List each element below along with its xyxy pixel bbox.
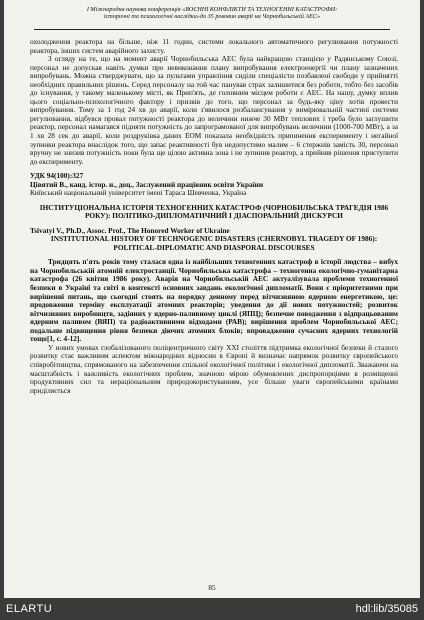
header-line-1: І Міжнародна наукова конференція «ВОЄННІ КОНФЛІКТИ ТА ТЕХНОГЕННІ КАТАСТРОФИ: <box>86 6 338 13</box>
affiliation: Київський національний університет імені Тараса Шевченка, Україна <box>30 188 247 198</box>
conference-header <box>4 6 420 21</box>
body-paragraph: У нових умовах глобалізованого поліцентричного світу ХХІ століття підтримка екологічної безпеки й сталого розвитку стає важливим аспектом міжнародних відносин в Європі й визначає напрямок розвитку європейського співробітництва, спрямованого на забезпечення спільної екологічної політики і екологічної дипломатії. Зважаючи на масштабність і важливість екологічних проблем, значною мірою обумовлених диспропорціями в розміщенні продуктивних сил та нераціональним природокористуванням, усе більше уваги європейськими країнами приділяється <box>30 342 398 395</box>
document-page <box>4 0 420 598</box>
page-content <box>30 38 398 395</box>
udc-code: УДК 94(100):327 <box>30 171 84 181</box>
author-en: Tsivatyi V., Ph.D., Assoc. Prof., The Honored Worker of Ukraine <box>30 225 230 235</box>
paragraph-experiment: З огляду на те, що на момент аварії Чорнобильська АЕС була найкращою станцією у Радянському Союзі, персонал не допускав навіть думки про невиконання плану випробування електроенергії чи плану зазначених випробувань. Можна стверджувати, що за пультами управління сиділи спеціалісти позбавлені свободи у прийнятті необхідних правильних рішень. Серед персоналу на той час панував страх залишитися без роботи, тобто без засобів до існування, у такому маленькому місті, як Прип'ять, де головним місцем роботи є АЕС. На нашу, думку вплив цього соціально-психологічного фактору і призвів до того, що персонал за будь-яку ціну хотів провести випробування. Тому за 1 год 24 хв до аварії, коли з'явилося розбалансування у вимірювальній частині системи регулювання, відбувся провал потужності реактора до величини нижче 30 МВт теплових і треба було заглушити реактор, персонал намагався підняти потужність до запрограмованої для випробувань величини (1000-700 МВт), а за 1 хв 28 сек до аварії, коли роздруківка даних ЕОМ показала необхідність припинення експерименту і негайної зупинки реактора внаслідок того, що запас реактивності був недопустимо малим – 6 стержнів замість 30, персонал вручну не знизив потужність поки була ще цілою активна зона і не зупинив реактор, а прийняв рішення приступити до експерименту. <box>30 54 398 166</box>
article-title-ua: ІНСТИТУЦІОНАЛЬНА ІСТОРІЯ ТЕХНОГЕННИХ КАТАСТРОФ (ЧОРНОБИЛЬСЬКА ТРАГЕДІЯ 1986 РОКУ): ПОЛІТИКО-ДИПЛОМАТИЧНИЙ І ДІАСПОРАЛЬНИЙ ДИСКУРСИ <box>39 202 389 221</box>
repository-name: ELARTU <box>6 603 53 615</box>
author-ua: Цівятий В., канд. істор. н., доц., Заслужений працівник освіти України <box>30 179 264 189</box>
header-divider <box>34 29 390 30</box>
article-title-en: INSTITUTIONAL HISTORY OF TECHNOGENIC DISASTERS (CHERNOBYL TRAGEDY OF 1986): POLITICAL-DIPLOMATIC AND DIASPORAL DISCOURSES <box>50 234 378 252</box>
viewer-footer <box>0 598 424 620</box>
abstract: Тридцять п'ять років тому сталася одна із найбільших техногенних катастроф в історії людства – вибух на Чорнобильській атомній електростанції. Чорнобильська катастрофа – техногенна екологічно-гуманітарна катастрофа (26 квітня 1986 року). Аварія на Чорнобильській АЕС актуалізувала проблеми техногенної безпеки в Україні та світі в контексті основних завдань екологічної дипломатії. Вони є пріоритетними при вирішенні питань, що сьогодні стоять на порядку денному перед вітчизняною ядерною енергетикою, це: продовження терміну експлуатації атомних реакторів; уведення до дії нових потужностей; розвиток вітчизняних виробництв, задіяних у ядерно-паливному циклі (ЯПЦ); безпечне поводження з відпрацьованим ядерним паливом (ВЯП) та радіоактивними відходами (РАВ); вирішення проблем Чорнобильської АЕС; подальше підвищення рівня безпеки діючих атомних блоків; впровадження сучасних ядерних технологій тощо[1, с. 4-12]. <box>30 257 398 344</box>
page-number: 85 <box>208 583 216 592</box>
header-line-2: історичні та психологічні наслідки»до 35 роковин аварії на Чорнобильській АЕС» <box>103 13 321 21</box>
paragraph-continuation: охолодження реактора на більше, ніж 11 годин, системи локального автоматичного регулювання потужності реактора, інших систем аварійного захисту. <box>30 37 398 55</box>
handle-link[interactable]: hdl:lib/35085 <box>355 603 418 615</box>
